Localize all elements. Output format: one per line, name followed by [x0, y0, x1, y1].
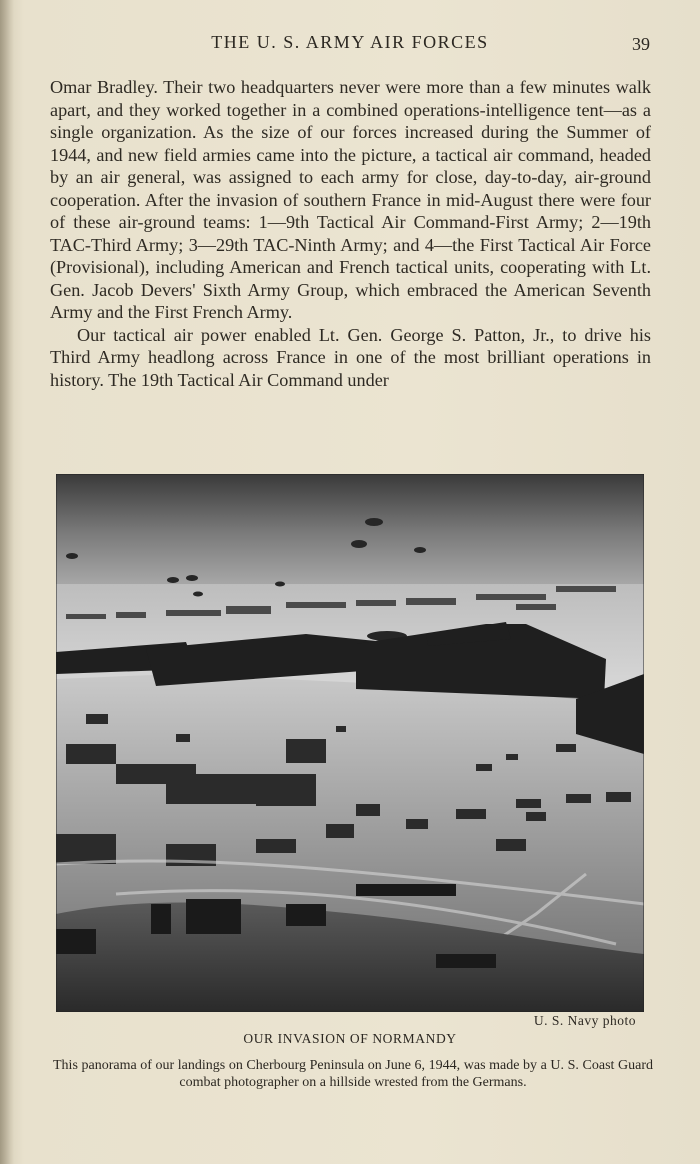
- running-head: [50, 32, 650, 56]
- caption-text: This panorama of our landings on Cherbourg Peninsula on June 6, 1944, was made by a U. S. Coast Guard combat photographer on a hillside wrested from the Germans.: [53, 1058, 653, 1090]
- page-number: 39: [632, 34, 650, 54]
- normandy-invasion-photo: [56, 474, 644, 1012]
- body-paragraph: Omar Bradley. Their two headquarters never were more than a few minutes walk apart, and they worked together in a combined operations-intelligence tent—as a single organization. As the size of our forces increased during the Summer of 1944, and new field armies came into the picture, a tactical air command, headed by an air general, was assigned to each army for close, day-to-day, air-ground cooperation. After the invasion of southern France in mid-August there were four of these air-ground teams: 1—9th Tactical Air Command-First Army; 2—19th TAC-Third Army; 3—29th TAC-Ninth Army; and 4—the First Tactical Air Force (Provisional), including American and French tactical units, cooperating with Lt. Gen. Jacob Devers' Sixth Army Group, which embraced the American Seventh Army and the First French Army.: [50, 77, 651, 322]
- body-paragraph: Our tactical air power enabled Lt. Gen. George S. Patton, Jr., to drive his Third Army headlong across France in one of the most brilliant operations in history. The 19th Tactical Air Command under: [50, 324, 651, 390]
- page-gutter-shadow: [0, 0, 14, 1164]
- running-title: THE U. S. ARMY AIR FORCES: [211, 32, 489, 52]
- body-text: [50, 76, 651, 391]
- caption-title: OUR INVASION OF NORMANDY: [243, 1031, 457, 1046]
- photo-credit: U. S. Navy photo: [533, 1013, 636, 1028]
